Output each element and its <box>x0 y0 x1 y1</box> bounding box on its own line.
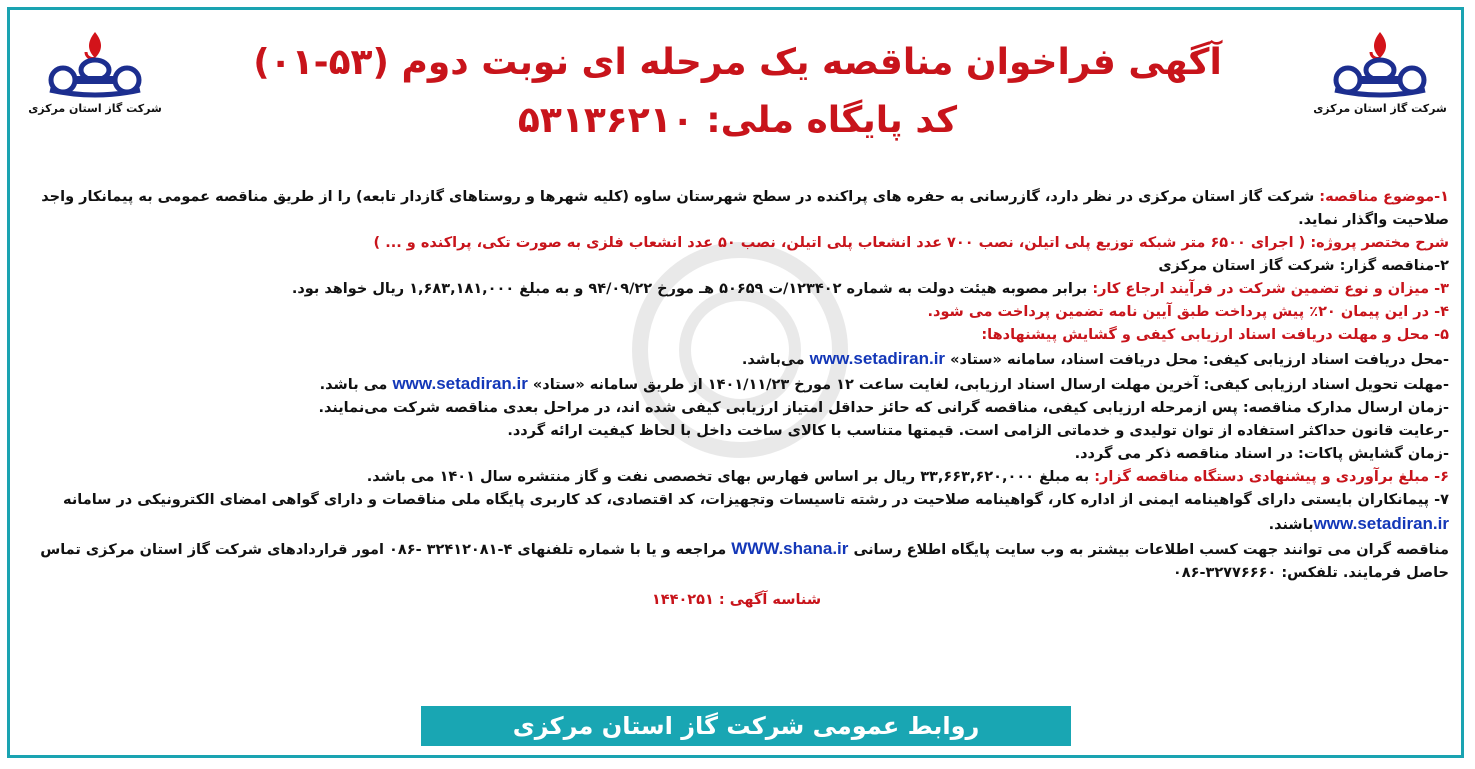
item-7-url-line <box>24 512 1449 537</box>
project-summary <box>24 232 1449 255</box>
gas-company-logo-icon <box>40 28 150 100</box>
item-5d: -رعایت قانون حداکثر استفاده از توان تولیدی و خدماتی الزامی است. قیمتها متناسب با کالای ساخت داخل با لحاظ کیفیت ارائه گردد. <box>507 423 1449 439</box>
item-7: ۷- پیمانکاران بایستی دارای گواهینامه ایمنی از اداره کار، گواهینامه صلاحیت در رشته تاسیسات وتجهیزات، کد اقتصادی، کد کاربری پایگاه ملی مناقصات و دارای گواهی امضای الکترونیکی در سامانه <box>63 492 1449 508</box>
project-summary-label: شرح مختصر پروژه: <box>1310 235 1449 251</box>
item-5c: -زمان ارسال مدارک مناقصه: پس ازمرحله ارزیابی کیفی، مناقصه گرانی که حائز حداقل امتیاز ارزیابی کیفی شده اند، در مراحل بعدی مناقصه شرکت می‌نمایند. <box>318 400 1449 416</box>
item-2: ۲-مناقصه گزار: شرکت گاز استان مرکزی <box>1158 258 1449 274</box>
item-5: ۵- محل و مهلت دریافت اسناد ارزیابی کیفی و گشایش پیشنهادها: <box>981 327 1449 343</box>
public-relations-banner: روابط عمومی شرکت گاز استان مرکزی <box>421 706 1071 746</box>
item-5b <box>24 372 1449 397</box>
item-6-text: به مبلغ ۳۳,۶۶۳,۶۲۰,۰۰۰ ریال بر اساس فهارس بهای تخصصی نفت و گاز منتشره سال ۱۴۰۱ می باشد. <box>366 469 1095 485</box>
item-1-label: ۱-موضوع مناقصه: <box>1319 189 1449 205</box>
setadiran-link[interactable]: www.setadiran.ir <box>1313 514 1449 533</box>
item-5a-text: -محل دریافت اسناد ارزیابی کیفی: محل دریافت اسناد، سامانه «ستاد» <box>945 352 1449 368</box>
item-7-post: باشند. <box>1268 517 1314 533</box>
item-4: ۴- در این پیمان ۲۰٪ پیش پرداخت طبق آیین نامه تضمین پرداخت می شود. <box>927 304 1449 320</box>
item-3-label: ۳- میزان و نوع تضمین شرکت در فرآیند ارجاع کار: <box>1092 281 1449 297</box>
contact-post: مراجعه و یا با شماره تلفنهای ۴-۳۲۴۱۲۰۸۱ -۰۸۶ امور قراردادهای شرکت گاز استان مرکزی تماس حاصل فرمایند. تلفکس: ۳۲۷۷۶۶۶۰-۰۸۶ <box>40 542 1449 581</box>
item-3-text: برابر مصوبه هیئت دولت به شماره ۱۲۳۴۰۲/ت ۵۰۶۵۹ هـ مورخ ۹۴/۰۹/۲۲ و به مبلغ ۱,۶۸۳,۱۸۱,۰۰۰ ریال خواهد بود. <box>291 281 1093 297</box>
item-5a-post: می‌باشد. <box>741 352 810 368</box>
setadiran-link[interactable]: www.setadiran.ir <box>392 374 528 393</box>
item-5a <box>24 347 1449 372</box>
gas-company-logo-icon <box>1325 28 1435 100</box>
contact-text: مناقصه گران می توانند جهت کسب اطلاعات بیشتر به وب سایت پایگاه اطلاع رسانی <box>848 542 1449 558</box>
item-3 <box>24 278 1449 301</box>
shana-link[interactable]: WWW.shana.ir <box>731 539 849 558</box>
item-1-text: شرکت گاز استان مرکزی در نظر دارد، گازرسانی به حفره های پراکنده در سطح شهرستان ساوه (کلیه شهرها و روستاهای گازدار تابعه) را از طریق مناقصه عمومی به پیمانکار واجد صلاحیت واگذار نماید. <box>41 189 1449 228</box>
logo-caption-left: شرکت گاز استان مرکزی <box>28 102 162 115</box>
page-title: آگهی فراخوان مناقصه یک مرحله ای نوبت دوم (۵۳-۰۱) <box>253 42 1222 83</box>
tender-body <box>24 186 1449 612</box>
item-1 <box>24 186 1449 232</box>
contact-info <box>24 537 1449 585</box>
logo-caption-right: شرکت گاز استان مرکزی <box>1313 102 1447 115</box>
notice-id: شناسه آگهی : ۱۴۴۰۲۵۱ <box>651 592 822 608</box>
item-6 <box>24 466 1449 489</box>
item-5b-post: می باشد. <box>319 377 393 393</box>
setadiran-link[interactable]: www.setadiran.ir <box>809 349 946 368</box>
project-summary-text: ( اجرای ۶۵۰۰ متر شبکه توزیع پلی اتیلن، نصب ۷۰۰ عدد انشعاب پلی اتیلن، نصب ۵۰ عدد انشعاب فلزی به صورت تکی، پراکنده و ... ) <box>373 235 1311 251</box>
item-5e: -زمان گشایش پاکات: در اسناد مناقصه ذکر می گردد. <box>1074 446 1449 462</box>
company-logo-right <box>1305 28 1455 128</box>
company-logo-left <box>20 28 170 128</box>
item-5b-text: -مهلت تحویل اسناد ارزیابی کیفی: آخرین مهلت ارسال اسناد ارزیابی، لغایت ساعت ۱۲ مورخ ۱۴۰۱/۱۱/۲۳ از طریق سامانه «ستاد» <box>527 377 1449 393</box>
item-6-label: ۶- مبلغ برآوردی و پیشنهادی دستگاه مناقصه گزار: <box>1094 469 1449 485</box>
national-code-title: کد پایگاه ملی: ۵۳۱۳۶۲۱۰ <box>517 100 958 141</box>
